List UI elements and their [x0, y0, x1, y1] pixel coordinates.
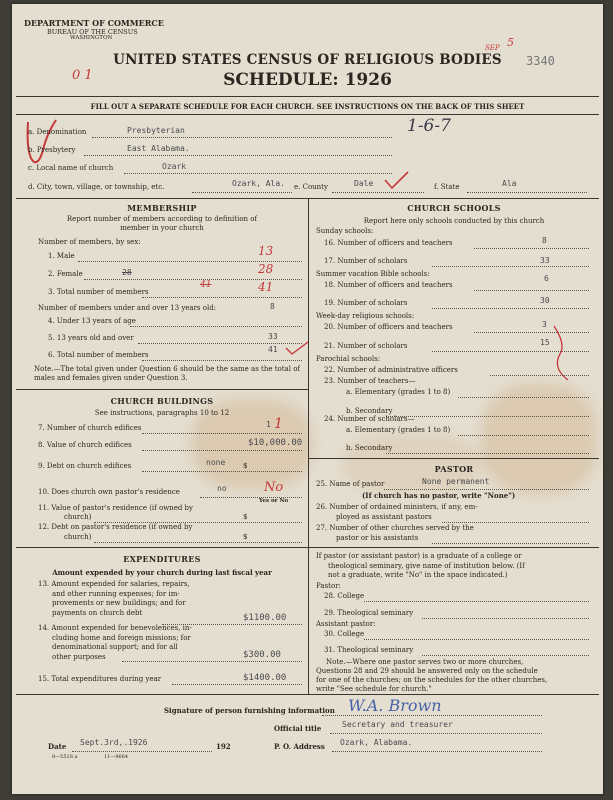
q5-label: 5. 13 years old and over	[48, 334, 134, 342]
q19-value: 30	[540, 296, 550, 305]
date-line	[72, 751, 212, 752]
pastor-sub-label: Pastor:	[316, 582, 341, 590]
q11-label-1: 11. Value of pastor's residence (if owned by	[38, 504, 193, 512]
form-number: 8—5518 a	[52, 754, 78, 760]
q18-label: 18. Number of officers and teachers	[324, 281, 453, 289]
q11-dollar: $	[243, 513, 248, 521]
county-check-mark	[382, 170, 412, 192]
address-line	[332, 751, 542, 752]
q21-label: 21. Number of scholars	[324, 342, 408, 350]
q23a-label: a. Elementary (grades 1 to 8)	[346, 388, 451, 396]
q16-value: 8	[542, 236, 547, 245]
official-title-line	[330, 733, 542, 734]
pastor-heading: PASTOR	[434, 464, 474, 474]
file-stamp-number: 3340	[526, 54, 555, 68]
schools-heading: CHURCH SCHOOLS	[407, 203, 501, 213]
received-stamp-day: 5	[507, 36, 514, 49]
q14-line-4: other purposes	[52, 652, 106, 661]
q13-line-2: and other running expenses; for im-	[52, 589, 180, 598]
signature-line	[322, 715, 542, 716]
parochial-label: Parochial schools:	[316, 355, 381, 363]
q14-line-3: denominational support; and for all	[52, 643, 178, 651]
graduate-line-1: If pastor (or assistant pastor) is a graduate of a college or	[316, 552, 522, 560]
church-name-line	[124, 173, 392, 174]
q24b-label: b. Secondary	[346, 444, 393, 452]
q12-dollar: $	[243, 533, 248, 541]
q4-line	[130, 326, 302, 327]
pastor-note-line-4: write "See schedule for church."	[316, 685, 432, 693]
q24a-label: a. Elementary (grades 1 to 8)	[346, 426, 451, 434]
q6-label: 6. Total number of members	[48, 351, 149, 359]
received-stamp-month: SEP	[485, 44, 500, 52]
q5-line	[138, 343, 302, 344]
address-value: Ozark, Alabama.	[340, 738, 413, 747]
q17-value: 33	[540, 256, 550, 265]
q16-label: 16. Number of officers and teachers	[324, 239, 453, 247]
hand-reference: 1-6-7	[407, 116, 451, 136]
buildings-sub: See instructions, paragraphs 10 to 12	[94, 409, 230, 417]
q3-value: 41	[258, 280, 274, 294]
q13-value: $1100.00	[243, 613, 287, 623]
q9-label: 9. Debt on church edifices	[38, 462, 132, 470]
q25-hint: (If church has no pastor, write "None")	[362, 491, 516, 500]
state-line	[467, 192, 587, 193]
denomination-label: a. Denomination	[28, 128, 87, 136]
q25-value: None permanent	[422, 477, 490, 486]
membership-heading: MEMBERSHIP	[127, 203, 197, 213]
pastor-rule	[309, 547, 599, 548]
q17-line	[432, 266, 589, 267]
q7-typed-value: 1	[266, 420, 271, 429]
q13-line-4: payments on church debt	[52, 608, 143, 617]
q4-value: 8	[270, 302, 275, 311]
denomination-line	[92, 137, 392, 138]
q6-value: 41	[268, 345, 278, 354]
q26-label-2: ployed as assistant pastors	[336, 513, 432, 521]
q13-label	[38, 580, 190, 618]
q24-label: 24. Number of scholars—	[324, 415, 415, 423]
q2-label: 2. Female	[48, 270, 83, 278]
schools-intro: Report here only schools conducted by this church	[363, 217, 545, 225]
q13-line-1: 13. Amount expended for salaries, repairs,	[38, 580, 190, 588]
graduate-instructions	[316, 552, 525, 581]
q14-line-2: cluding home and foreign missions; for	[52, 633, 191, 642]
q10-hand-value: No	[264, 480, 284, 495]
expenditures-heading: EXPENDITURES	[123, 554, 201, 564]
schools-rule	[309, 458, 599, 459]
q16-line	[474, 248, 589, 249]
buildings-rule	[16, 547, 308, 548]
form-title: UNITED STATES CENSUS OF RELIGIOUS BODIES	[113, 52, 502, 68]
date-value: Sept.3rd,.1926	[80, 738, 148, 747]
presbytery-label: b. Presbytery	[28, 146, 76, 154]
q13-line-3: provements or new buildings; and for	[52, 599, 186, 607]
signature-label: Signature of person furnishing information	[164, 706, 335, 715]
presbytery-line	[84, 155, 392, 156]
assistant-sub-label: Assistant pastor:	[316, 620, 376, 628]
q20-label: 20. Number of officers and teachers	[324, 323, 453, 331]
q14-line	[122, 661, 302, 662]
weekday-label: Week-day religious schools:	[316, 312, 415, 320]
membership-note: Note.—The total given under Question 6 should be the same as the total of males and females given under Question 3.	[34, 365, 301, 382]
dept-line: DEPARTMENT OF COMMERCE	[24, 18, 164, 28]
q12-label-1: 12. Debt on pastor's residence (if owned by	[38, 523, 193, 531]
q6-line	[142, 360, 302, 361]
buildings-heading: CHURCH BUILDINGS	[110, 396, 214, 406]
sunday-label: Sunday schools:	[316, 227, 374, 235]
q12-line	[94, 542, 302, 543]
graduate-line-3: not a graduate, write "No" in the space indicated.)	[328, 571, 508, 579]
form-number-2: 11—9664	[104, 754, 129, 760]
membership-intro-2: member in your church	[120, 224, 204, 232]
footer-rule	[16, 694, 599, 695]
presbytery-value: East Alabama.	[127, 144, 190, 153]
q9-dollar: $	[243, 462, 248, 470]
q27-label-1: 27. Number of other churches served by the	[316, 524, 474, 532]
q26-label-1: 26. Number of ordained ministers, if any, em-	[316, 503, 478, 511]
q5-value: 33	[268, 332, 278, 341]
expenditures-sub: Amount expended by your church during last fiscal year	[52, 568, 272, 577]
official-title-label: Official title	[274, 724, 322, 733]
q7-label: 7. Number of church edifices	[38, 424, 142, 432]
by-sex-label: Number of members, by sex:	[38, 238, 141, 246]
q15-line	[172, 684, 302, 685]
county-line	[332, 192, 424, 193]
county-label: e. County	[294, 183, 328, 191]
q7-value: 1	[274, 416, 283, 432]
pastor-note-line-1: Note.—Where one pastor serves two or more churches,	[326, 658, 524, 666]
paper-stain	[482, 384, 597, 494]
city-line	[192, 192, 292, 193]
q19-line	[432, 308, 589, 309]
membership-intro-1: Report number of members according to definition of	[66, 215, 258, 223]
q29-line	[422, 618, 589, 619]
q3-label: 3. Total number of members	[48, 288, 149, 296]
membership-rule	[16, 389, 308, 390]
schedule-year: SCHEDULE: 1926	[223, 70, 392, 90]
q9-line	[142, 471, 302, 472]
q26-line	[442, 522, 589, 523]
q28-label: 28. College	[324, 592, 365, 600]
address-label: P. O. Address	[274, 742, 325, 751]
instruction-rule	[16, 114, 599, 115]
q15-value: $1400.00	[243, 673, 287, 683]
q8-label: 8. Value of church edifices	[38, 441, 132, 449]
summer-label: Summer vacation Bible schools:	[316, 270, 430, 278]
q14-value: $300.00	[243, 650, 281, 660]
q10-label: 10. Does church own pastor's residence	[38, 488, 180, 496]
q20-value: 3	[542, 320, 547, 329]
age-group-label: Number of members under and over 13 years old:	[38, 304, 217, 312]
instruction-line: FILL OUT A SEPARATE SCHEDULE FOR EACH CHURCH. SEE INSTRUCTIONS ON THE BACK OF THIS SHEET	[90, 102, 525, 111]
q22-label: 22. Number of administrative officers	[324, 366, 458, 374]
q2-value: 28	[258, 262, 274, 276]
center-divider-lower	[308, 662, 309, 694]
q3-line	[142, 297, 302, 298]
pastor-note-line-2: Questions 28 and 29 should be answered only on the schedule	[316, 667, 538, 675]
q23b-label: b. Secondary	[346, 407, 393, 415]
q6-check-mark	[284, 340, 310, 356]
pastor-note	[316, 658, 547, 694]
denomination-value: Presbyterian	[127, 126, 185, 135]
q7-line	[142, 433, 302, 434]
q4-label: 4. Under 13 years of age	[48, 317, 136, 325]
yes-no-hint: Yes or No	[259, 498, 289, 504]
q22-line	[490, 375, 589, 376]
q1-value: 13	[258, 244, 274, 258]
hand-code: 0 1	[72, 68, 93, 83]
q17-label: 17. Number of scholars	[324, 257, 408, 265]
center-divider	[308, 198, 309, 662]
q27-line	[432, 543, 589, 544]
q21-value: 15	[540, 338, 550, 347]
q14-line-1: 14. Amount expended for benevolences, in-	[38, 624, 192, 632]
city-value: Ozark, Ala.	[232, 179, 285, 188]
q8-line	[142, 450, 302, 451]
q18-value: 6	[544, 274, 549, 283]
city-label: d. City, town, village, or township, etc.	[28, 183, 165, 191]
q31-label: 31. Theological seminary	[324, 646, 414, 654]
q19-label: 19. Number of scholars	[324, 299, 408, 307]
q2-typed-value: 28	[122, 268, 132, 277]
header-rule	[16, 96, 599, 97]
q25-line	[384, 489, 589, 490]
date-label: Date	[48, 742, 67, 751]
q3-typed-value: 41	[200, 280, 212, 290]
q15-label: 15. Total expenditures during year	[38, 675, 162, 683]
date-year: 192	[216, 742, 231, 751]
q31-line	[422, 655, 589, 656]
bureau-line: BUREAU OF THE CENSUS	[47, 28, 138, 36]
q30-label: 30. College	[324, 630, 365, 638]
q9-value: none	[206, 458, 226, 467]
church-name-value: Ozark	[162, 162, 187, 171]
q25-label: 25. Name of pastor	[316, 480, 385, 488]
q30-line	[364, 639, 589, 640]
q29-label: 29. Theological seminary	[324, 609, 414, 617]
church-name-label: c. Local name of church	[28, 164, 114, 172]
pastor-note-line-3: for one of the churches; on the schedules for the other churches,	[316, 676, 548, 684]
census-schedule-sheet	[12, 4, 603, 794]
q11-label-2: church)	[64, 513, 92, 521]
state-label: f. State	[434, 183, 460, 191]
state-value: Ala	[502, 179, 517, 188]
q12-label-2: church)	[64, 533, 92, 541]
q14-label	[38, 624, 192, 662]
q27-label-2: pastor or his assistants	[336, 534, 419, 542]
city-line: WASHINGTON	[70, 35, 113, 41]
q28-line	[364, 601, 589, 602]
q23b-line	[386, 416, 589, 417]
q24b-line	[386, 453, 589, 454]
q23-label: 23. Number of teachers—	[324, 377, 416, 385]
q8-value: $10,000.00	[248, 438, 303, 448]
q23a-line	[458, 397, 589, 398]
signature-value: W.A. Brown	[348, 696, 442, 715]
q10-value: no	[217, 484, 227, 493]
county-value: Dale	[354, 179, 374, 188]
q24a-line	[458, 435, 589, 436]
q18-line	[474, 290, 589, 291]
official-title-value: Secretary and treasurer	[342, 720, 453, 729]
graduate-line-2: theological seminary, give name of institution below. (If	[328, 561, 525, 570]
q1-label: 1. Male	[48, 252, 75, 260]
